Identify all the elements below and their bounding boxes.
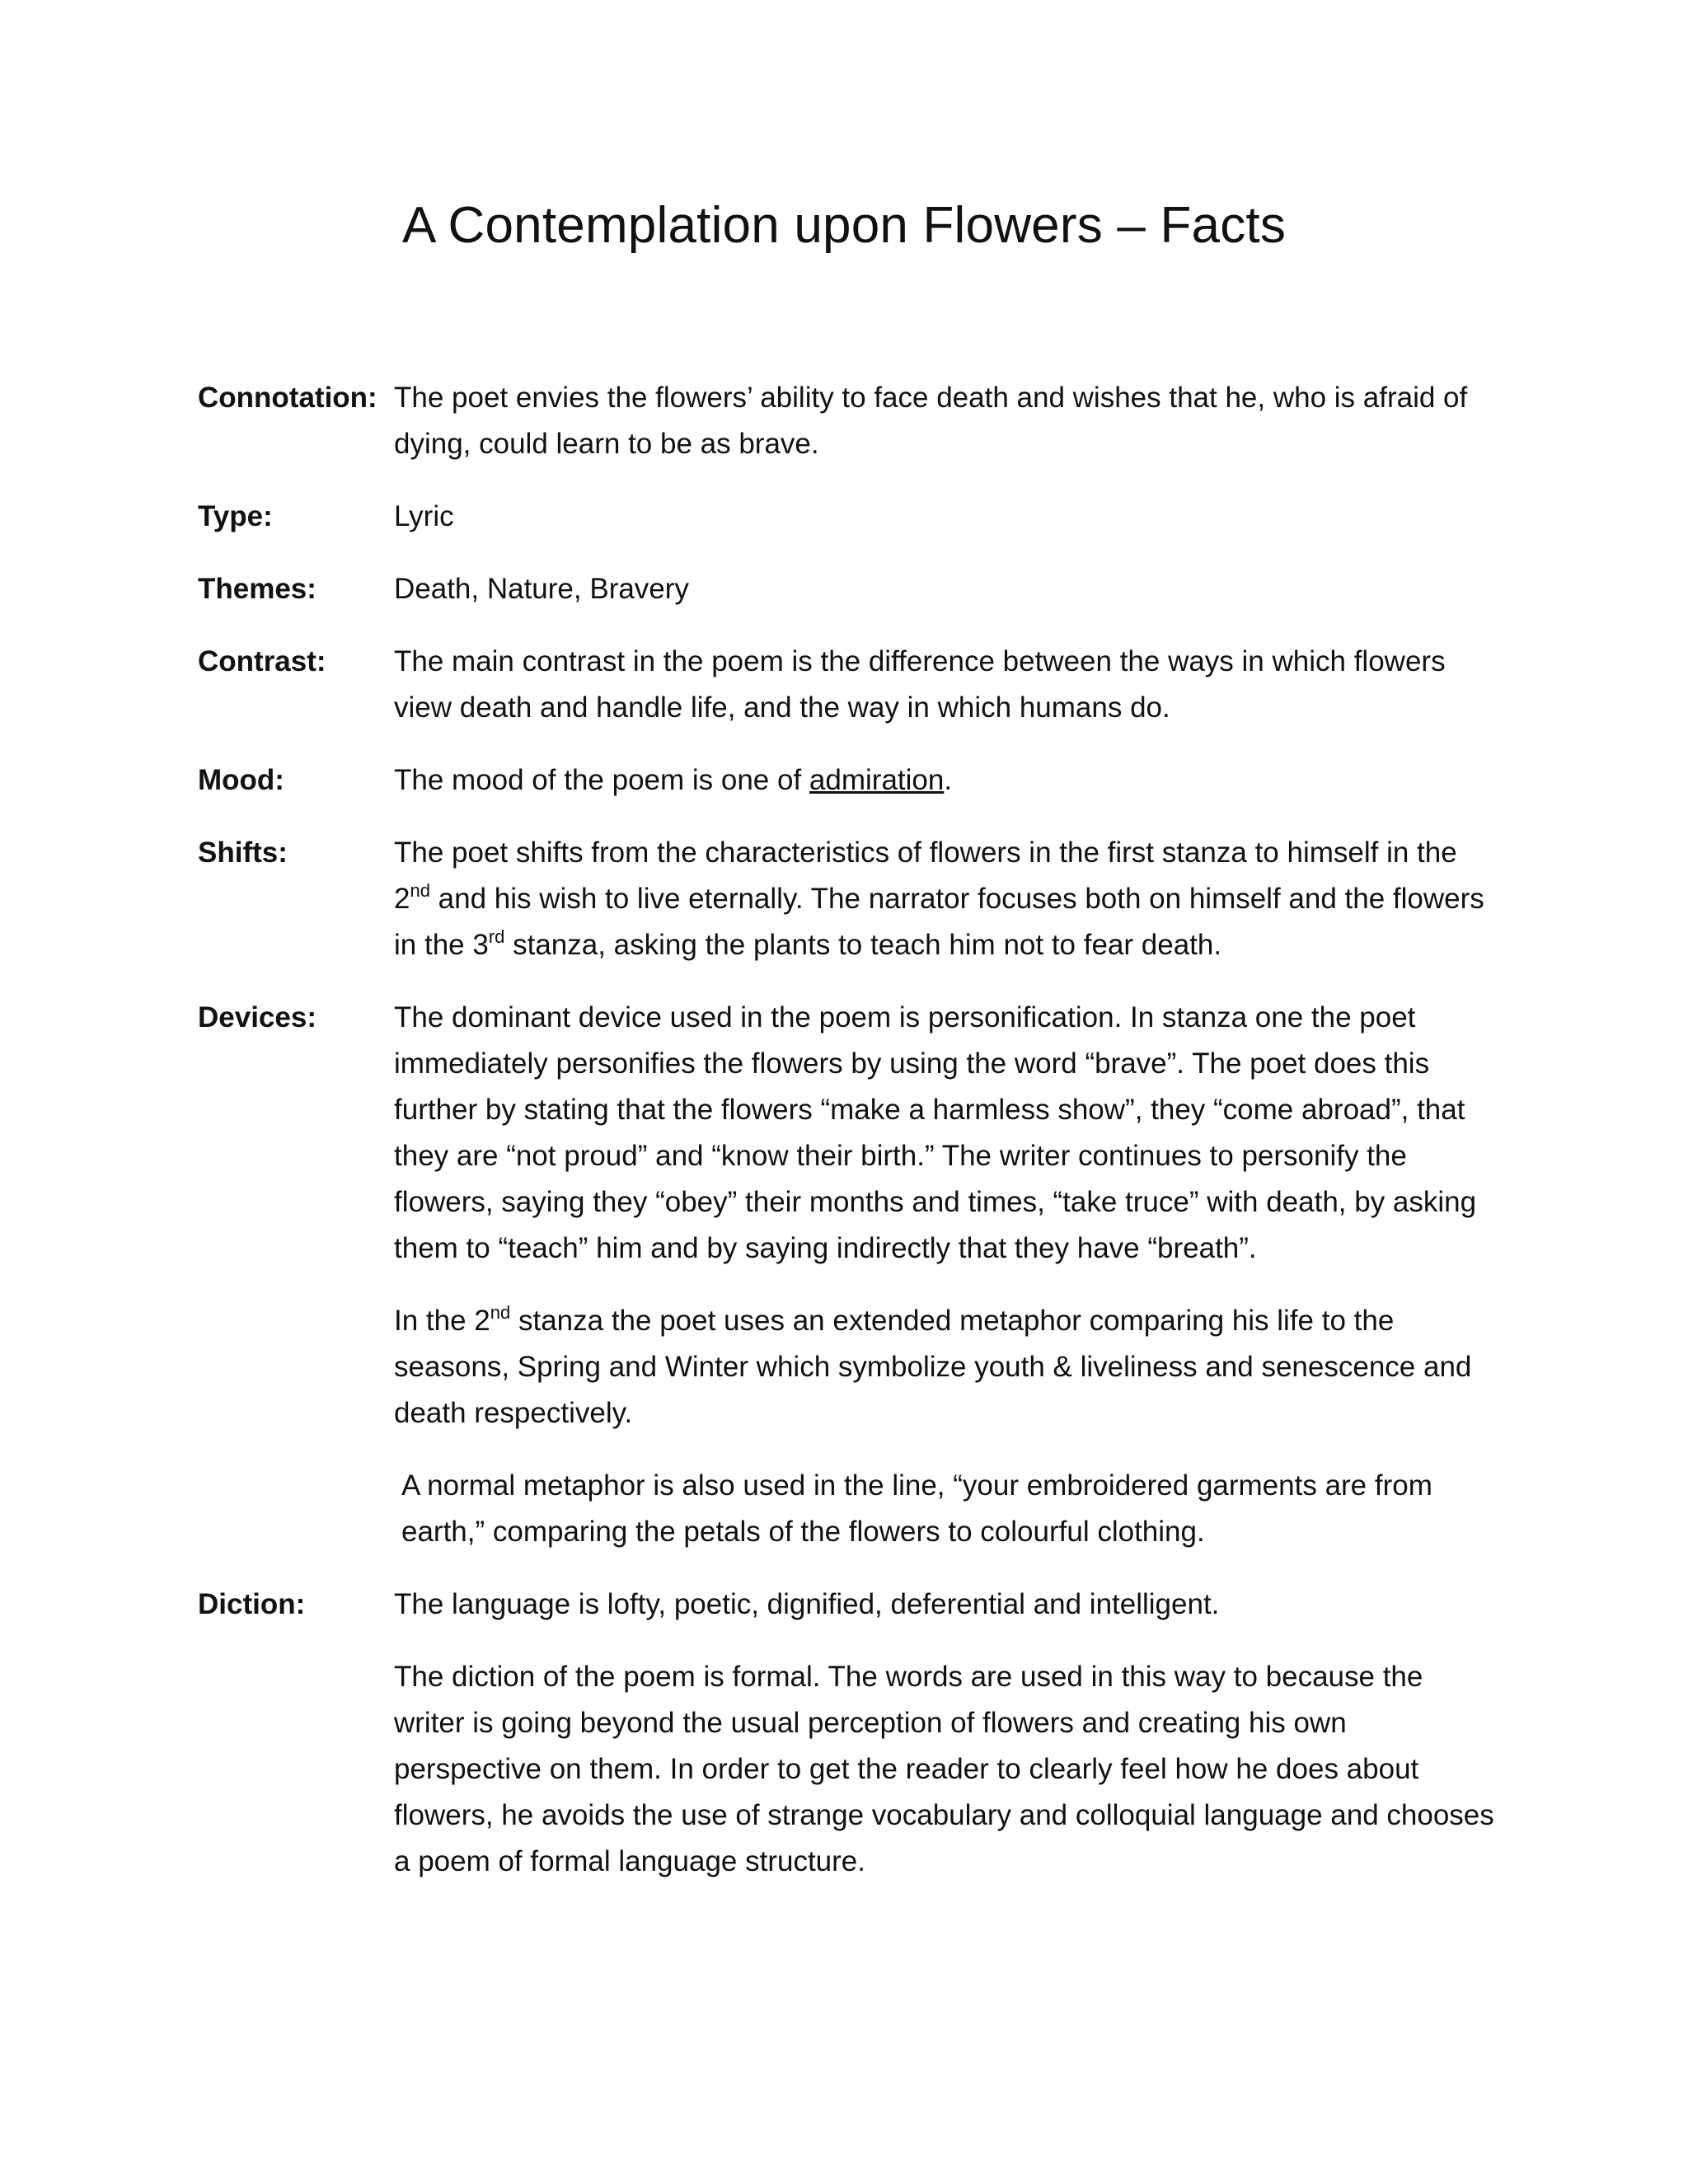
shifts-text xyxy=(394,830,1500,968)
devices-paragraph-3: A normal metaphor is also used in the line, “your embroidered garments are from earth,” comparing the petals of the flowers to colourful clothing. xyxy=(401,1469,1432,1548)
row-mood xyxy=(198,757,1500,804)
content-devices xyxy=(394,995,1500,1555)
row-devices xyxy=(198,995,1500,1555)
mood-text-before: The mood of the poem is one of xyxy=(394,764,809,796)
label-mood: Mood: xyxy=(198,764,284,796)
row-type xyxy=(198,494,1500,540)
shifts-part-3: stanza, asking the plants to teach him not to fear death. xyxy=(504,929,1222,961)
content-themes xyxy=(394,566,1500,612)
diction-paragraph-1: The language is lofty, poetic, dignified, deferential and intelligent. xyxy=(394,1588,1220,1620)
devices-paragraph-1: The dominant device used in the poem is personification. In stanza one the poet immediately personifies the flowers by using the word “brave”. The poet does this further by stating that the flowers “make a harmless show”, they “come abroad”, that they are “not proud” and “know their birth.” The writer continues to personify the flowers, saying they “obey” their months and times, “take truce” with death, by asking them to “teach” him and by saying indirectly that they have “breath”. xyxy=(394,1001,1477,1264)
row-contrast xyxy=(198,639,1500,731)
devices-paragraph-2-start: In the 2 xyxy=(394,1305,490,1337)
type-text: Lyric xyxy=(394,500,454,532)
content-type xyxy=(394,494,1500,540)
label-connotation: Connotation: xyxy=(198,382,377,414)
mood-underlined-word: admiration xyxy=(809,764,945,796)
mood-text-after: . xyxy=(944,764,953,796)
label-devices: Devices: xyxy=(198,1001,316,1033)
content-shifts xyxy=(394,830,1500,968)
content-mood xyxy=(394,757,1500,804)
devices-paragraph-2-superscript: nd xyxy=(490,1302,511,1323)
devices-paragraph-2 xyxy=(394,1298,1500,1436)
shifts-superscript-1: nd xyxy=(410,880,430,901)
mood-text xyxy=(394,757,1500,804)
row-connotation xyxy=(198,375,1500,467)
diction-paragraph-2: The diction of the poem is formal. The words are used in this way to because the writer is going beyond the usual perception of flowers and creating his own perspective on them. In order to get the reader to clearly feel how he does about flowers, he avoids the use of strange vocabulary and colloquial language and chooses a poem of formal language structure. xyxy=(394,1661,1494,1877)
row-diction xyxy=(198,1582,1500,1885)
label-themes: Themes: xyxy=(198,573,316,605)
shifts-superscript-2: rd xyxy=(488,926,505,947)
shifts-part-2: and his wish to live eternally. The narrator focuses both on himself and the flowers in the 3 xyxy=(394,883,1484,961)
page-title: A Contemplation upon Flowers – Facts xyxy=(401,197,1287,254)
themes-text: Death, Nature, Bravery xyxy=(394,573,689,605)
label-diction: Diction: xyxy=(198,1588,306,1620)
label-shifts: Shifts: xyxy=(198,837,288,869)
content-connotation xyxy=(394,375,1500,467)
contrast-text: The main contrast in the poem is the difference between the ways in which flowers view death and handle life, and the way in which humans do. xyxy=(394,645,1446,724)
content-diction xyxy=(394,1582,1500,1885)
label-type: Type: xyxy=(198,500,273,532)
label-contrast: Contrast: xyxy=(198,645,326,677)
facts-document xyxy=(198,375,1500,1911)
row-themes xyxy=(198,566,1500,612)
content-contrast xyxy=(394,639,1500,731)
row-shifts xyxy=(198,830,1500,968)
connotation-text: The poet envies the flowers’ ability to face death and wishes that he, who is afraid of dying, could learn to be as brave. xyxy=(394,382,1468,460)
devices-paragraph-2-rest: stanza the poet uses an extended metaphor comparing his life to the seasons, Spring and Winter which symbolize youth & liveliness and senescence and death respectively. xyxy=(394,1305,1472,1429)
shifts-part-1: The poet shifts from the characteristics of flowers in the first stanza to himself in the 2 xyxy=(394,837,1457,915)
